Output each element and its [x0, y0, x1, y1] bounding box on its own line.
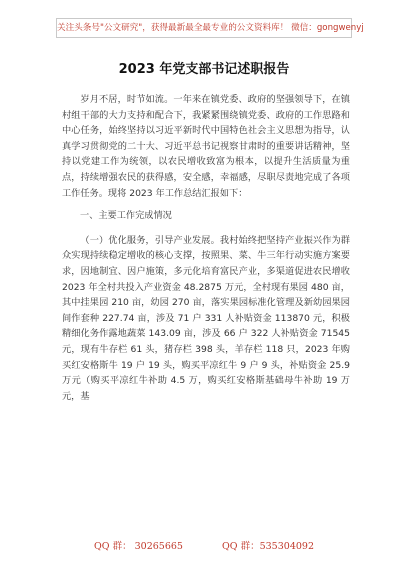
- footer-qq-group-2: QQ 群：535304092: [222, 541, 314, 552]
- promo-banner: 关注头条号"公文研究"，获得最新最全最专业的公文资料库！ 微信：gongwenyj: [56, 18, 352, 38]
- section-paragraph: （一）优化服务，引导产业发展。我村始终把坚持产业振兴作为群众实现持续稳定增收的核心支撑，按照果、菜、牛三年行动实施方案要求，因地制宜、因户施策，多元化培育富民产业，多渠道促进农民增收2023 年全村共投入产业资金 48.2875 万元，全村现有果园 480 亩，其中挂果园 210 亩，幼园 270 亩，落实果园标准化管理及新幼园果园间作套种 227.74 亩，涉及 71 户 331 人补贴资金 113870 元，积极精细化务作露地蔬菜 143.09 亩，涉及 66 户 322 人补贴资金 71545 元，现有牛存栏 61 头，猪存栏 398 头，羊存栏 118 只，2023 年购买红安格斯牛 19 户 19 头，购买平凉红牛 9 户 9 头，补贴资金 25.9 万元（购买平凉红牛补助 4.5 万，购买红安格斯基础母牛补助 19 万元，基: [62, 234, 350, 402]
- footer: [0, 538, 408, 552]
- section-heading: 一、主要工作完成情况: [80, 210, 172, 222]
- document-body: [62, 92, 350, 411]
- document-title: 2023 年党支部书记述职报告: [118, 62, 290, 77]
- footer-qq-group-1: QQ 群： 30265665: [93, 541, 183, 552]
- intro-paragraph: 岁月不居，时节如流。一年来在镇党委、政府的坚强领导下，在镇村组干部的大力支持和配合下，我紧紧围绕镇党委、政府的工作思路和中心任务，始终坚持以习近平新时代中国特色社会主义思想为指导，认真学习贯彻党的二十大、习近平总书记视察甘肃时的重要讲话精神，坚持以党建工作为统领，以农民增收致富为根本，以提升生活质量为重点，持续增强农民的获得感，安全感，幸福感，尽职尽责地完成了各项工作任务。现将 2023 年工作总结汇报如下：: [62, 94, 350, 199]
